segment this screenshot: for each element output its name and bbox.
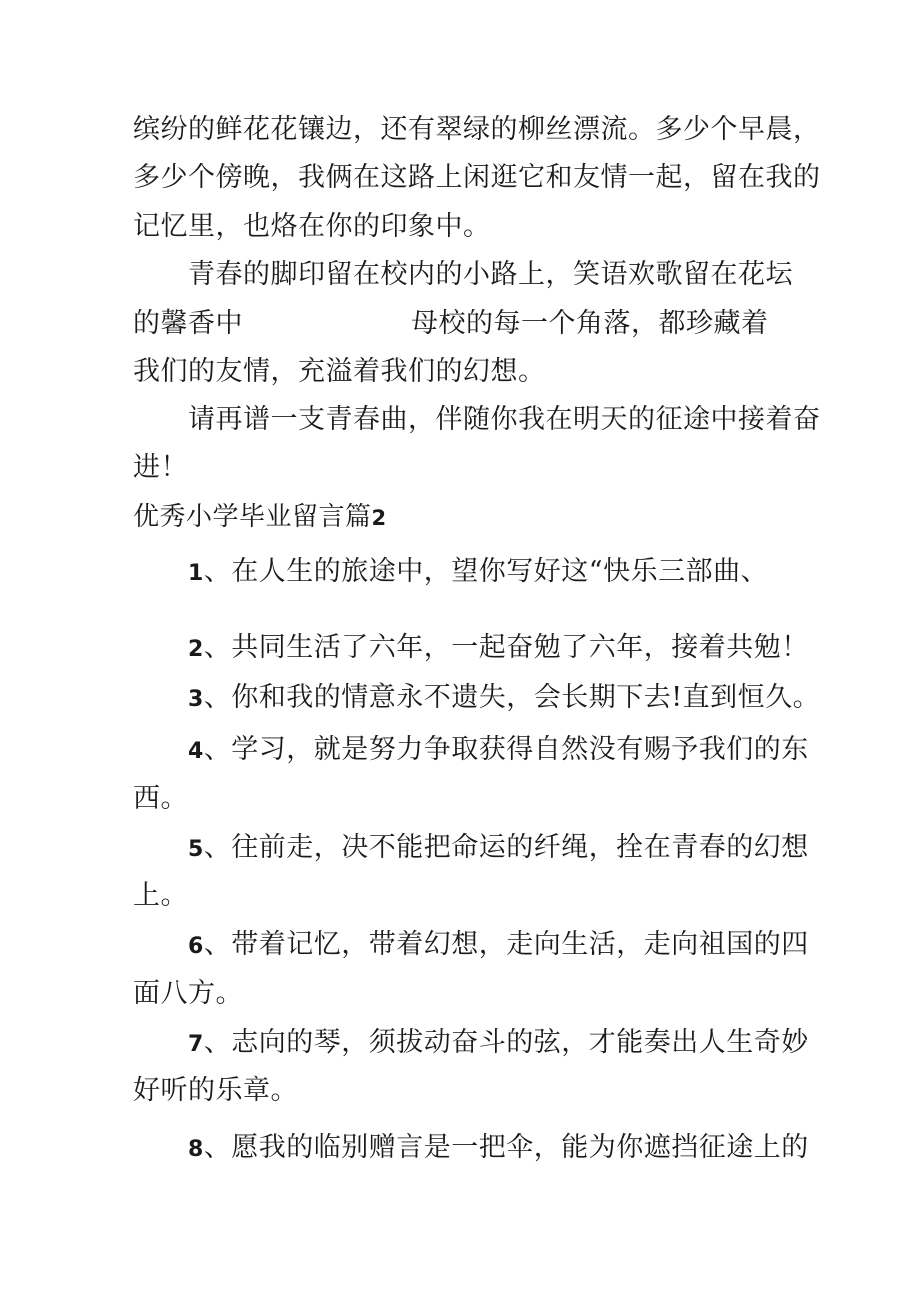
paragraph-2-line-3: 我们的友情，充溢着我们的幻想。: [133, 356, 546, 387]
list-item-text: 、在人生的旅途中，望你写好这“快乐三部曲、: [203, 556, 769, 587]
list-item-number: 3: [188, 687, 204, 712]
section-heading-text: 优秀小学毕业留言篇: [133, 502, 372, 532]
list-item-number: 5: [188, 837, 204, 862]
list-item-number: 7: [188, 1032, 204, 1057]
list-item-text: 、愿我的临别赠言是一把伞，能为你遮挡征途上的: [203, 1132, 809, 1163]
list-item-3: [188, 682, 820, 716]
list-item-1: [188, 556, 768, 590]
list-item-text: 、学习，就是努力争取获得自然没有赐予我们的东: [203, 734, 809, 765]
list-item-4-continuation: 西。: [133, 783, 188, 814]
paragraph-1-line-1: 缤纷的鲜花花镶边，还有翠绿的柳丝漂流。多少个早晨，: [133, 114, 821, 145]
list-item-6: [188, 929, 809, 963]
paragraph-2-line-2: [133, 308, 769, 340]
list-item-number: 1: [188, 561, 204, 586]
paragraph-3-line-1: 请再谱一支青春曲，伴随你我在明天的征途中接着奋: [188, 404, 821, 435]
list-item-2: [188, 632, 809, 666]
list-item-6-continuation: 面八方。: [133, 978, 243, 1009]
list-item-text: 、你和我的情意永不遗失，会长期下去!直到恒久。: [203, 682, 821, 713]
list-item-5: [188, 832, 809, 866]
list-item-text: 、志向的琴，须拔动奋斗的弦，才能奏出人生奇妙: [203, 1027, 809, 1058]
list-item-number: 4: [188, 739, 204, 764]
paragraph-2-line-2-part-1: 的馨香中: [133, 308, 243, 339]
list-item-text: 、往前走，决不能把命运的纤绳，拴在青春的幻想: [203, 832, 809, 863]
section-heading: [133, 501, 387, 534]
list-item-8: [188, 1132, 809, 1166]
list-item-5-continuation: 上。: [133, 880, 188, 911]
paragraph-2-line-2-part-2: 母校的每一个角落，都珍藏着: [411, 308, 769, 339]
list-item-7-continuation: 好听的乐章。: [133, 1075, 298, 1106]
list-item-text: 、共同生活了六年，一起奋勉了六年，接着共勉！: [203, 632, 809, 663]
list-item-number: 8: [188, 1137, 204, 1162]
section-heading-number: 2: [371, 506, 387, 530]
list-item-number: 6: [188, 934, 204, 959]
paragraph-3-line-2: 进！: [133, 452, 188, 483]
paragraph-1-line-3: 记忆里，也烙在你的印象中。: [133, 211, 491, 242]
list-item-7: [188, 1027, 809, 1061]
paragraph-1-line-2: 多少个傍晚，我俩在这路上闲逛它和友情一起，留在我的: [133, 162, 821, 193]
list-item-4: [188, 734, 809, 768]
paragraph-2-line-1: 青春的脚印留在校内的小路上，笑语欢歌留在花坛: [188, 259, 793, 290]
list-item-text: 、带着记忆，带着幻想，走向生活，走向祖国的四: [203, 929, 809, 960]
list-item-number: 2: [188, 637, 204, 662]
